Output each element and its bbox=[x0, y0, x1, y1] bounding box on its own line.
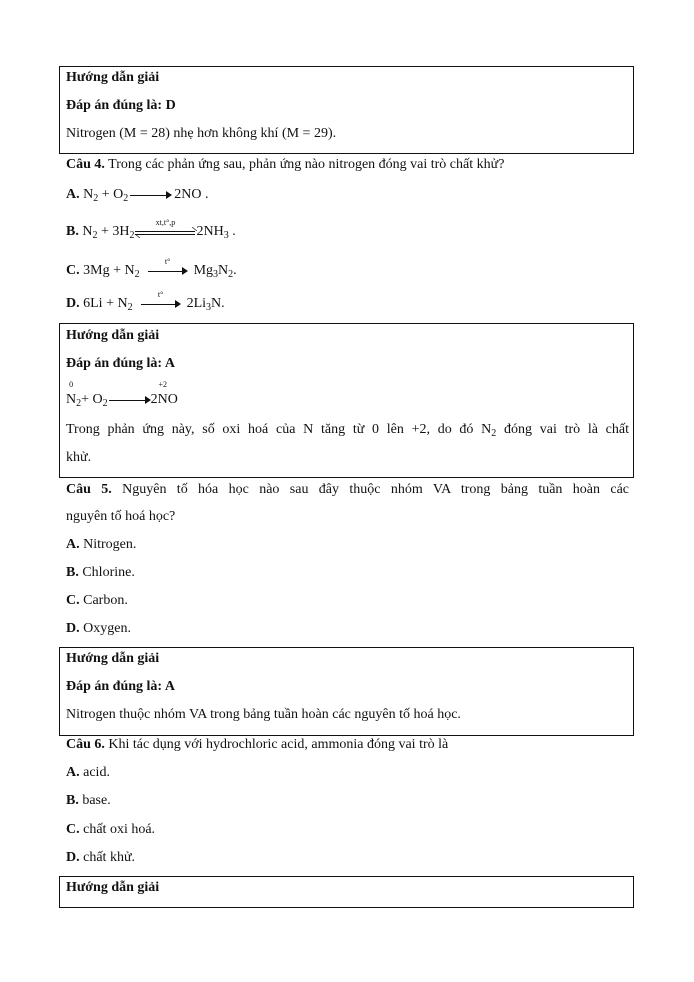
option-b bbox=[66, 564, 135, 582]
subscript: 2 bbox=[491, 428, 497, 439]
formula: N bbox=[211, 296, 222, 311]
solution-explanation: Nitrogen (M = 28) nhẹ hơn không khí (M = 29). bbox=[66, 126, 337, 141]
subscript: 2 bbox=[134, 269, 140, 280]
solution-heading: Hướng dẫn giải bbox=[66, 328, 160, 343]
subscript: 2 bbox=[123, 193, 129, 204]
solution-explanation: Nitrogen thuộc nhóm VA trong bảng tuần hoàn các nguyên tố hoá học. bbox=[66, 707, 461, 722]
oxidation-number: +2 bbox=[158, 380, 167, 389]
question-text: Khi tác dụng với hydrochloric acid, ammonia đóng vai trò là bbox=[104, 737, 449, 752]
punct: . bbox=[228, 224, 236, 239]
formula: 2NH bbox=[196, 224, 224, 239]
formula: N bbox=[82, 224, 93, 239]
subscript: 2 bbox=[228, 269, 234, 280]
option-letter: B. bbox=[66, 565, 79, 580]
formula: N bbox=[157, 392, 168, 407]
subscript: 2 bbox=[93, 193, 99, 204]
solution-heading: Hướng dẫn giải bbox=[66, 70, 160, 85]
formula: O bbox=[113, 187, 124, 202]
subscript: 2 bbox=[92, 230, 98, 241]
option-text: Carbon. bbox=[79, 593, 128, 608]
option-letter: D. bbox=[66, 850, 80, 865]
option-letter: D. bbox=[66, 621, 80, 636]
subscript: 3 bbox=[206, 302, 212, 313]
question-5 bbox=[66, 481, 629, 499]
arrow-condition: xt,t°,p bbox=[155, 217, 176, 227]
question-label: Câu 4. bbox=[66, 157, 105, 172]
option-letter: A. bbox=[66, 537, 80, 552]
coefficient: 2 bbox=[150, 392, 158, 407]
question-5-cont: nguyên tố hoá học? bbox=[66, 509, 176, 524]
formula: 3Mg + N bbox=[83, 263, 135, 278]
option-letter: C. bbox=[66, 822, 80, 837]
option-c bbox=[66, 821, 155, 839]
question-label: Câu 5. bbox=[66, 482, 112, 497]
formula: O bbox=[167, 392, 178, 407]
option-c bbox=[66, 256, 237, 280]
oxidation-equation bbox=[66, 380, 178, 409]
option-letter: D. bbox=[66, 296, 80, 311]
punct: . bbox=[221, 296, 225, 311]
equilibrium-arrow-icon bbox=[135, 217, 195, 240]
formula: + 3H bbox=[97, 224, 130, 239]
option-b bbox=[66, 792, 111, 810]
question-label: Câu 6. bbox=[66, 737, 105, 752]
solution-explanation-cont: khử. bbox=[66, 450, 92, 465]
formula: N bbox=[83, 187, 94, 202]
correct-answer: Đáp án đúng là: A bbox=[66, 679, 175, 694]
arrow-condition: t° bbox=[157, 289, 164, 299]
punct: . bbox=[201, 187, 209, 202]
formula: 2NO bbox=[174, 187, 202, 202]
subscript: 3 bbox=[213, 269, 219, 280]
option-text: Nitrogen. bbox=[79, 537, 137, 552]
option-text: base. bbox=[78, 793, 111, 808]
option-c bbox=[66, 592, 128, 610]
option-letter: C. bbox=[66, 593, 80, 608]
option-text: chất oxi hoá. bbox=[79, 822, 156, 837]
oxidation-number: 0 bbox=[69, 380, 74, 389]
option-text: Chlorine. bbox=[78, 565, 135, 580]
plus: + bbox=[81, 392, 93, 407]
formula: N bbox=[66, 392, 77, 407]
solution-explanation bbox=[66, 421, 629, 439]
option-letter: C. bbox=[66, 263, 80, 278]
option-text: chất khử. bbox=[79, 850, 136, 865]
reaction-arrow-icon bbox=[141, 289, 181, 311]
reaction-arrow-icon bbox=[109, 393, 151, 407]
correct-answer: Đáp án đúng là: A bbox=[66, 356, 175, 371]
option-b bbox=[66, 217, 236, 241]
option-a bbox=[66, 536, 136, 554]
reaction-arrow-icon bbox=[148, 256, 188, 278]
option-letter: B. bbox=[66, 224, 79, 239]
subscript: 2 bbox=[127, 302, 133, 313]
option-letter: B. bbox=[66, 793, 79, 808]
arrow-condition: t° bbox=[164, 256, 171, 266]
formula: Mg bbox=[193, 263, 214, 278]
question-text: Nguyên tố hóa học nào sau đây thuộc nhóm VA trong bảng tuần hoàn các bbox=[111, 482, 629, 497]
subscript: 2 bbox=[102, 398, 108, 409]
text: đóng vai trò là chất bbox=[496, 422, 630, 437]
option-d bbox=[66, 849, 135, 867]
option-letter: A. bbox=[66, 187, 80, 202]
formula: 2Li bbox=[186, 296, 207, 311]
question-6 bbox=[66, 736, 448, 754]
formula: N bbox=[218, 263, 229, 278]
subscript: 3 bbox=[223, 230, 229, 241]
option-d bbox=[66, 620, 131, 638]
solution-heading: Hướng dẫn giải bbox=[66, 651, 160, 666]
punct: . bbox=[233, 263, 237, 278]
correct-answer: Đáp án đúng là: D bbox=[66, 98, 176, 113]
question-text: Trong các phản ứng sau, phản ứng nào nitrogen đóng vai trò chất khử? bbox=[104, 157, 505, 172]
option-text: acid. bbox=[79, 765, 110, 780]
formula: 6Li + N bbox=[83, 296, 128, 311]
option-d bbox=[66, 289, 225, 313]
plus: + bbox=[98, 187, 114, 202]
option-text: Oxygen. bbox=[79, 621, 131, 636]
solution-heading: Hướng dẫn giải bbox=[66, 880, 160, 895]
option-letter: A. bbox=[66, 765, 80, 780]
option-a bbox=[66, 764, 110, 782]
subscript: 2 bbox=[76, 398, 82, 409]
formula: O bbox=[92, 392, 103, 407]
text: Trong phản ứng này, số oxi hoá của N tăng từ 0 lên +2, do đó N bbox=[66, 422, 492, 437]
option-a bbox=[66, 186, 209, 204]
question-4 bbox=[66, 156, 504, 174]
reaction-arrow-icon bbox=[130, 188, 172, 202]
subscript: 2 bbox=[129, 230, 135, 241]
